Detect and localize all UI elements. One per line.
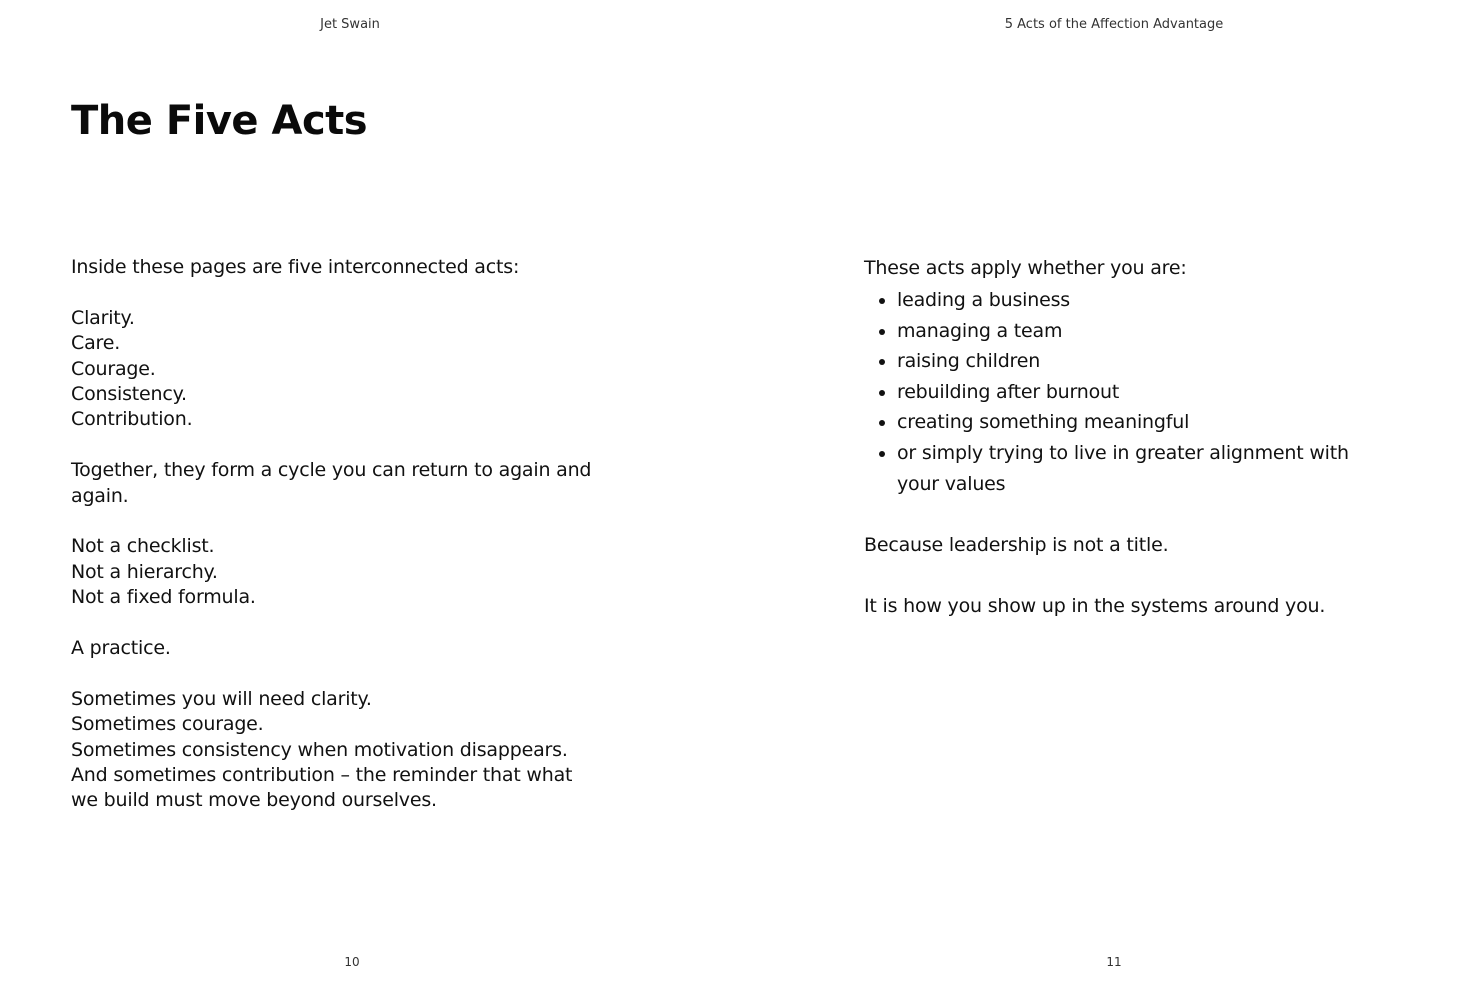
act-contribution: Contribution. (71, 408, 193, 431)
intro-line: Inside these pages are five interconnected acts: (71, 256, 520, 278)
practice-paragraph (71, 636, 611, 661)
act-care: Care. (71, 332, 121, 355)
running-head-author: Jet Swain (320, 17, 380, 32)
sometimes-paragraph (71, 687, 611, 814)
sometimes-clarity: Sometimes you will need clarity. (71, 687, 372, 710)
left-body-text (71, 255, 611, 839)
right-page (736, 0, 1472, 981)
page-number-left: 10 (344, 955, 360, 969)
list-item: • raising children (897, 346, 1374, 377)
list-item: • leading a business (897, 285, 1374, 316)
sometimes-consistency: Sometimes consistency when motivation disappears. (71, 738, 568, 761)
cycle-paragraph (71, 458, 611, 509)
sometimes-courage: Sometimes courage. (71, 713, 264, 736)
intro-paragraph (71, 255, 611, 280)
practice-line: A practice. (71, 637, 171, 660)
leadership-line: Because leadership is not a title. (864, 534, 1169, 557)
act-consistency: Consistency. (71, 383, 187, 406)
negation-hierarchy: Not a hierarchy. (71, 560, 218, 583)
right-body-text (864, 255, 1374, 619)
applies-intro: These acts apply whether you are: (864, 257, 1187, 279)
negation-formula: Not a fixed formula. (71, 586, 256, 609)
applies-list (864, 285, 1374, 499)
page-number-right: 11 (1106, 955, 1122, 969)
negation-checklist: Not a checklist. (71, 535, 215, 558)
act-courage: Courage. (71, 357, 156, 380)
list-item: • or simply trying to live in greater alignment with your values (897, 438, 1374, 499)
negations-paragraph (71, 534, 611, 610)
list-item: • creating something meaningful (897, 407, 1374, 438)
cycle-line: Together, they form a cycle you can return to again and again. (71, 459, 592, 507)
chapter-title: The Five Acts (71, 98, 368, 144)
running-head-book-title: 5 Acts of the Affection Advantage (1004, 17, 1224, 32)
list-item: • managing a team (897, 316, 1374, 347)
sometimes-contribution: And sometimes contribution – the reminder that what we build must move beyond ourselves. (71, 764, 573, 812)
acts-list (71, 306, 611, 433)
list-item: • rebuilding after burnout (897, 377, 1374, 408)
act-clarity: Clarity. (71, 306, 135, 329)
closing-line: It is how you show up in the systems around you. (864, 595, 1326, 618)
